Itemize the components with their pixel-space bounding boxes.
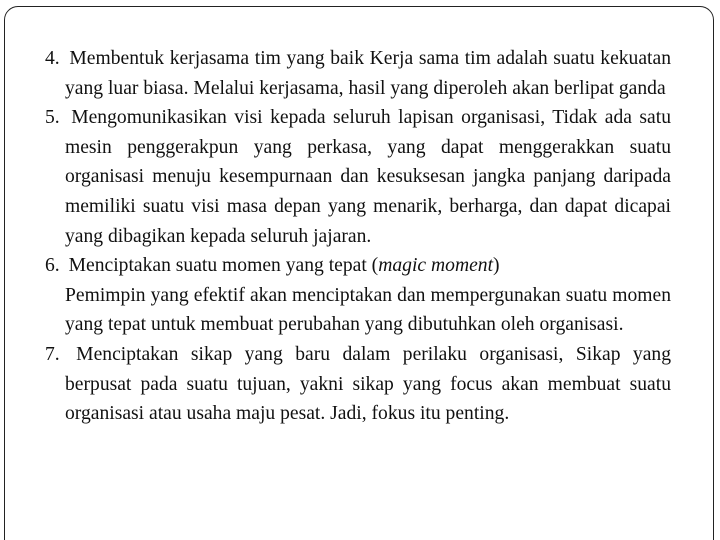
list-item-4 [45, 44, 671, 103]
item-number: 7. [45, 343, 60, 365]
list-item-7 [45, 340, 671, 429]
item-body: Pemimpin yang efektif akan menciptakan dan mempergunakan suatu momen yang tepat untuk membuat perubahan yang dibutuhkan oleh organisasi. [65, 284, 671, 336]
item-title: Membentuk kerjasama tim yang baik [69, 48, 364, 69]
list-item-6 [45, 251, 671, 340]
item-title: Menciptakan sikap yang baru dalam perilaku organisasi, [76, 343, 564, 365]
item-body: Sikap yang berpusat pada suatu tujuan, yakni sikap yang focus akan membuat suatu organisasi atau usaha maju pesat. Jadi, fokus itu penting. [65, 343, 672, 425]
item-title-part: Menciptakan suatu momen yang tepat ( [68, 255, 379, 277]
item-body: Tidak ada satu mesin penggerakpun yang perkasa, yang dapat menggerakkan suatu organisasi menuju kesempurnaan dan kesuksesan jangka panjang daripada memiliki suatu visi masa depan yang menarik, berharga, dan dapat dicapai yang dibagikan kepada seluruh jajaran. [65, 107, 671, 247]
item-title-part: ) [493, 255, 500, 277]
item-number: 6. [45, 255, 60, 277]
item-body: Kerja sama tim adalah suatu kekuatan yang luar biasa. Melalui kerjasama, hasil yang diperoleh akan berlipat ganda [65, 48, 671, 99]
slide-content [45, 44, 671, 429]
list-item-5 [45, 103, 671, 251]
item-number: 4. [45, 48, 60, 69]
item-title: Mengomunikasikan visi kepada seluruh lapisan organisasi, [71, 107, 546, 129]
item-number: 5. [45, 107, 60, 129]
item-title-emphasis: magic moment [378, 255, 494, 277]
